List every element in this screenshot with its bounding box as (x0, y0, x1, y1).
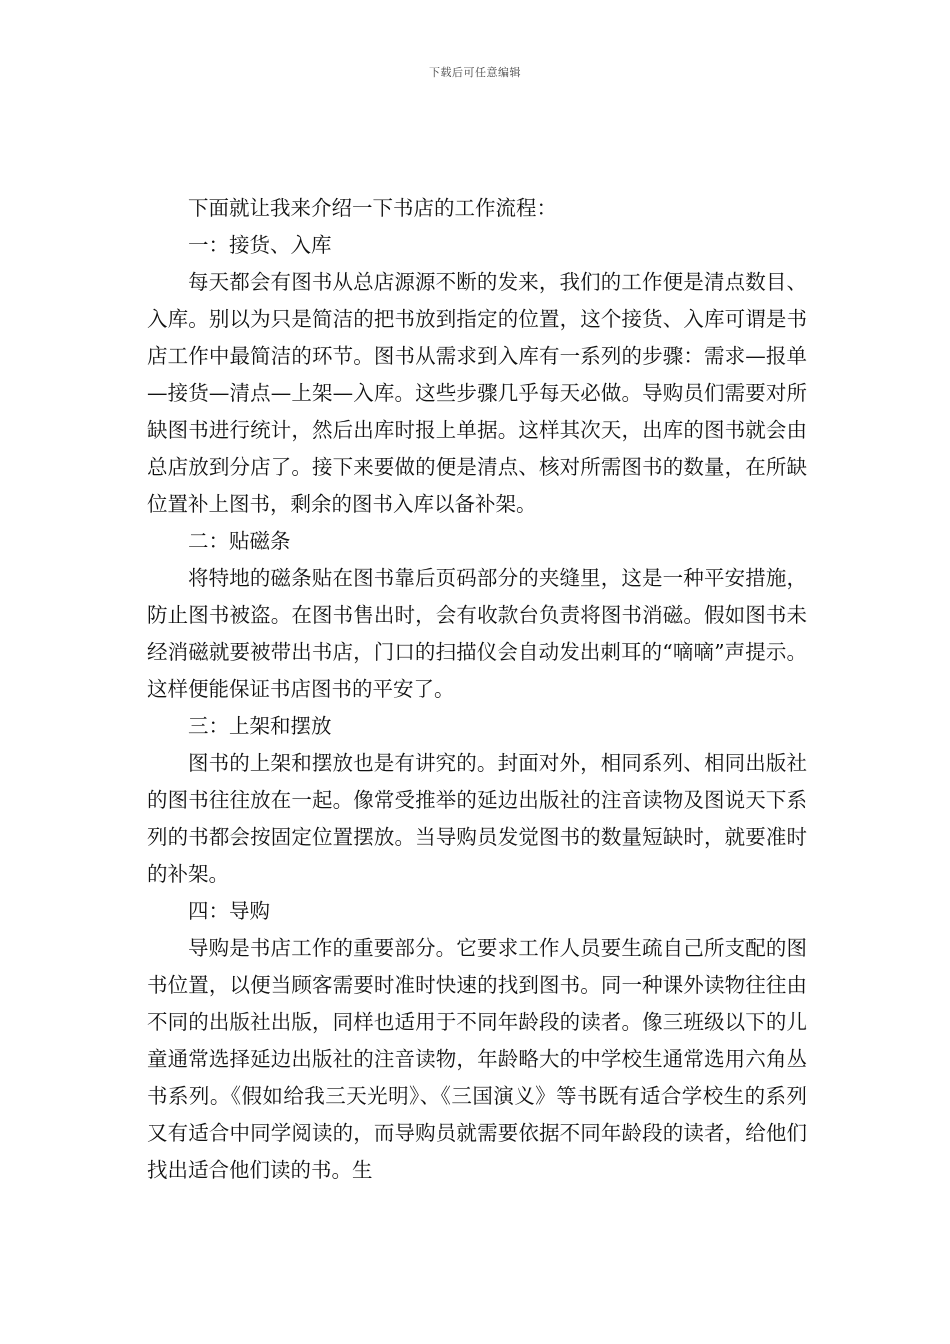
section-body-shelving: 图书的上架和摆放也是有讲究的。封面对外，相同系列、相同出版社的图书往往放在一起。像常受推举的延边出版社的注音读物及图说天下系列的书都会按固定位置摆放。当导购员发觉图书的数量短缺时，就要准时的补架。 (147, 751, 807, 886)
section-body-magnetic-strips: 将特地的磁条贴在图书靠后页码部分的夹缝里，这是一种平安措施，防止图书被盗。在图书售出时，会有收款台负责将图书消磁。假如图书未经消磁就要被带出书店，门口的扫描仪会自动发出刺耳的“嘀嘀”声提示。这样便能保证书店图书的平安了。 (147, 566, 807, 701)
page-header: 下载后可任意编辑 (429, 66, 521, 79)
section-heading-receiving: 一：接货、入库 (188, 233, 332, 257)
section-heading-shopping-guide: 四：导购 (188, 899, 270, 923)
section-body-receiving: 每天都会有图书从总店源源不断的发来，我们的工作便是清点数目、入库。别以为只是简洁的把书放到指定的位置，这个接货、入库可谓是书店工作中最简洁的环节。图书从需求到入库有一系列的步骤：需求—报单—接货—清点—上架—入库。这些步骤几乎每天必做。导购员们需要对所缺图书进行统计，然后出库时报上单据。这样其次天，出库的图书就会由总店放到分店了。接下来要做的便是清点、核对所需图书的数量，在所缺位置补上图书，剩余的图书入库以备补架。 (147, 270, 807, 516)
section-heading-magnetic-strips: 二：贴磁条 (188, 529, 291, 553)
section-body-shopping-guide: 导购是书店工作的重要部分。它要求工作人员要生疏自己所支配的图书位置，以便当顾客需要时准时快速的找到图书。同一种课外读物往往由不同的出版社出版，同样也适用于不同年龄段的读者。像三班级以下的儿童通常选择延边出版社的注音读物，年龄略大的中学校生通常选用六角丛书系列。《假如给我三天光明》、《三国演义》等书既有适合学校生的系列又有适合中同学阅读的，而导购员就需要依据不同年龄段的读者，给他们找出适合他们读的书。生 (147, 936, 807, 1182)
intro-paragraph: 下面就让我来介绍一下书店的工作流程： (188, 196, 557, 220)
document-body (147, 190, 807, 1189)
section-heading-shelving: 三：上架和摆放 (188, 714, 332, 738)
